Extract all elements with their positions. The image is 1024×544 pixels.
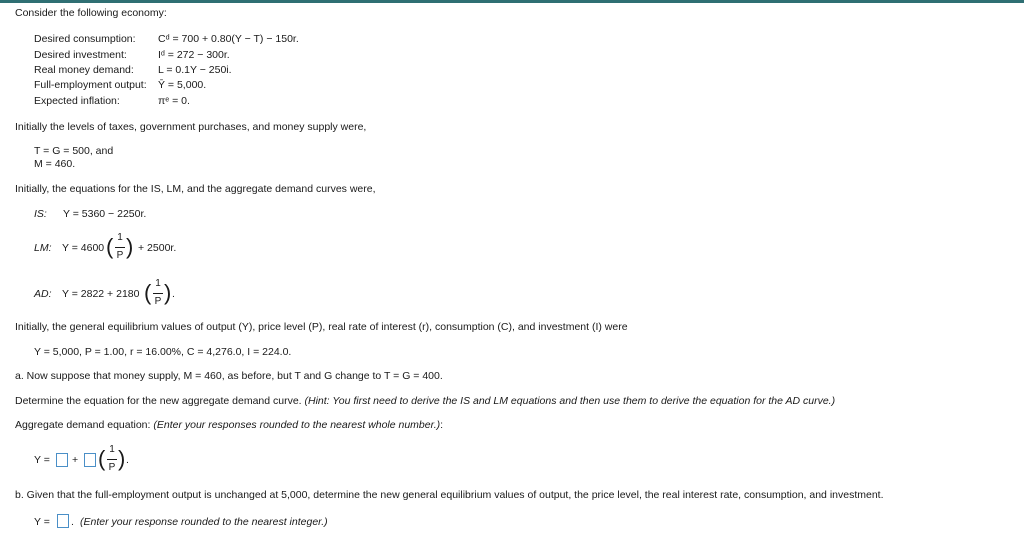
answer-b-y-label: Y = [34,516,50,528]
def-label-investment: Desired investment: [34,49,127,61]
intro-text: Consider the following economy: [15,7,167,19]
answer-fraction: ( 1 P ) [98,444,126,473]
top-accent-bar [0,0,1024,3]
lm-equation-right: + 2500r. [138,242,177,254]
tg-line: T = G = 500, and [34,145,114,157]
initial-equations-text: Initially, the equations for the IS, LM, and the aggregate demand curves were, [15,183,376,195]
agg-demand-prompt: Aggregate demand equation: (Enter your responses rounded to the nearest whole number.): [15,419,444,431]
answer-a-dot: . [126,454,129,466]
m-line: M = 460. [34,158,76,170]
ad-label: AD: [34,288,52,300]
def-eq-investment: Iᵈ = 272 − 300r. [158,49,230,61]
def-label-expected-inflation: Expected inflation: [34,95,120,107]
part-a-text: a. Now suppose that money supply, M = 460, as before, but T and G change to T = G = 400. [15,370,443,382]
lm-fraction: ( 1 P ) [106,232,134,261]
ad-equation-right: . [172,288,175,300]
ad-intercept-input[interactable] [56,453,68,467]
answer-b-dot: . [71,516,74,528]
ad-equation-left: Y = 2822 + 2180 [62,288,140,300]
ad-fraction: ( 1 P ) [144,278,172,307]
lm-label: LM: [34,242,52,254]
ad-slope-input[interactable] [84,453,96,467]
def-eq-expected-inflation: πᵉ = 0. [158,95,190,107]
initial-values: Y = 5,000, P = 1.00, r = 16.00%, C = 4,276.0, I = 224.0. [34,346,292,358]
def-label-full-employment: Full-employment output: [34,79,147,91]
initial-general-text: Initially, the general equilibrium values of output (Y), price level (P), real rate of interest (r), consumption (C), and investment (I) were [15,321,628,333]
determine-text: Determine the equation for the new aggregate demand curve. (Hint: You first need to derive the IS and LM equations and then use them to derive the equation for the AD curve.) [15,395,836,407]
answer-a-y-label: Y = [34,454,50,466]
def-eq-money-demand: L = 0.1Y − 250i. [158,64,232,76]
lm-equation-left: Y = 4600 [62,242,105,254]
is-equation: Y = 5360 − 2250r. [63,208,147,220]
equilibrium-output-input[interactable] [57,514,69,528]
def-label-money-demand: Real money demand: [34,64,134,76]
answer-b-hint: (Enter your response rounded to the nearest integer.) [80,516,328,528]
answer-a-plus: + [72,454,79,466]
initial-levels-text: Initially the levels of taxes, government purchases, and money supply were, [15,121,367,133]
def-eq-consumption: Cᵈ = 700 + 0.80(Y − T) − 150r. [158,33,299,45]
part-b-text: b. Given that the full-employment output is unchanged at 5,000, determine the new general equilibrium values of output, the price level, the real interest rate, consumption, and investment. [15,489,884,501]
def-label-consumption: Desired consumption: [34,33,136,45]
is-label: IS: [34,208,47,220]
def-eq-full-employment: Ȳ = 5,000. [158,79,207,91]
